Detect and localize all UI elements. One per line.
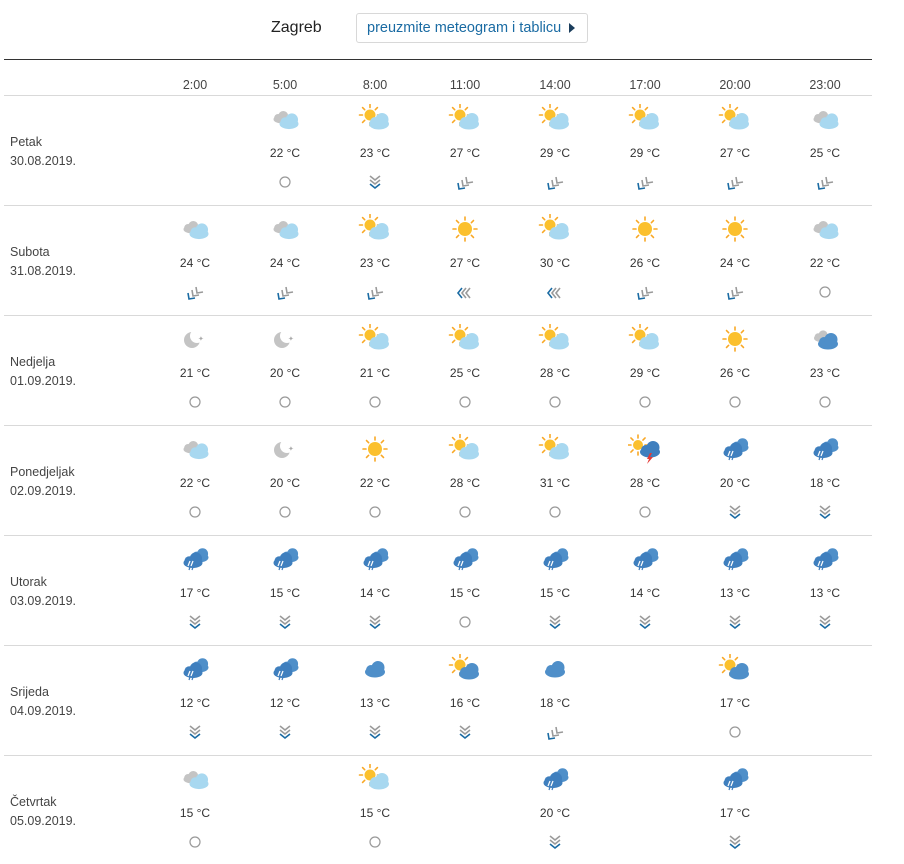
- forecast-cell: [425, 654, 505, 754]
- sun-icon: [718, 324, 752, 354]
- calm-icon: [276, 174, 294, 192]
- calm-icon: [636, 394, 654, 412]
- calm-icon: [816, 394, 834, 412]
- day-label: [10, 463, 76, 501]
- hour-label: 20:00: [719, 78, 751, 92]
- sun-overcast-icon: [448, 654, 482, 684]
- temperature: 26 °C: [719, 366, 751, 380]
- header-divider: [4, 59, 872, 60]
- rain-icon: [808, 434, 842, 464]
- sun-icon: [358, 434, 392, 464]
- rain-icon: [268, 544, 302, 574]
- day-row: [4, 755, 872, 864]
- forecast-cell: [605, 434, 685, 534]
- wind-east-icon: [456, 284, 474, 302]
- rain-icon: [538, 764, 572, 794]
- hour-label: 11:00: [449, 78, 481, 92]
- temperature: 22 °C: [359, 476, 391, 490]
- partly-cloudy-icon: [178, 214, 212, 244]
- rain-icon: [718, 544, 752, 574]
- sun-cloud-icon: [448, 434, 482, 464]
- temperature: 18 °C: [809, 476, 841, 490]
- temperature: 15 °C: [179, 806, 211, 820]
- temperature: 23 °C: [809, 366, 841, 380]
- temperature: 17 °C: [719, 806, 751, 820]
- sun-cloud-icon: [358, 764, 392, 794]
- day-label: [10, 683, 76, 721]
- calm-icon: [456, 504, 474, 522]
- wind-north-icon: [366, 614, 384, 632]
- day-date: 05.09.2019.: [10, 814, 77, 828]
- forecast-cell: [695, 104, 775, 204]
- forecast-cell: [335, 104, 415, 204]
- temperature: 25 °C: [449, 366, 481, 380]
- calm-icon: [456, 394, 474, 412]
- wind-north-icon: [186, 724, 204, 742]
- rain-icon: [358, 544, 392, 574]
- wind-north-icon: [276, 614, 294, 632]
- wind-north-icon: [186, 614, 204, 632]
- temperature: 29 °C: [629, 366, 661, 380]
- hour-label: 14:00: [539, 78, 571, 92]
- wind-north-icon: [816, 614, 834, 632]
- caret-right-icon: [569, 23, 575, 33]
- temperature: 28 °C: [539, 366, 571, 380]
- forecast-cell: [785, 214, 865, 314]
- forecast-cell: [155, 214, 235, 314]
- day-row: [4, 205, 872, 315]
- forecast-cell: [785, 544, 865, 644]
- svg-text:✦: ✦: [288, 335, 294, 343]
- sun-cloud-icon: [538, 434, 572, 464]
- rain-icon: [178, 544, 212, 574]
- forecast-cell: [695, 214, 775, 314]
- day-row: [4, 425, 872, 535]
- calm-icon: [636, 504, 654, 522]
- temperature: 23 °C: [359, 146, 391, 160]
- day-row: [4, 95, 872, 205]
- download-meteogram-label: preuzmite meteogram i tablicu: [367, 20, 562, 36]
- day-date: 30.08.2019.: [10, 154, 77, 168]
- forecast-cell: [245, 654, 325, 754]
- temperature: 14 °C: [629, 586, 661, 600]
- wind-north-icon: [276, 724, 294, 742]
- calm-icon: [366, 394, 384, 412]
- hour-label: 2:00: [182, 78, 208, 92]
- forecast-cell: [515, 764, 595, 864]
- forecast-cell: [605, 544, 685, 644]
- wind-north-icon: [456, 724, 474, 742]
- temperature: 20 °C: [719, 476, 751, 490]
- hour-label: 8:00: [362, 78, 388, 92]
- sun-cloud-icon: [538, 104, 572, 134]
- calm-icon: [186, 504, 204, 522]
- day-label: [10, 353, 76, 391]
- forecast-cell: [695, 324, 775, 424]
- temperature: 13 °C: [809, 586, 841, 600]
- forecast-cell: [245, 104, 325, 204]
- svg-text:✦: ✦: [198, 335, 204, 343]
- wind-northeast-icon: [276, 284, 294, 302]
- rain-icon: [808, 544, 842, 574]
- wind-north-icon: [726, 614, 744, 632]
- partly-cloudy-icon: [178, 764, 212, 794]
- temperature: 17 °C: [719, 696, 751, 710]
- temperature: 27 °C: [449, 256, 481, 270]
- wind-north-icon: [546, 834, 564, 852]
- temperature: 30 °C: [539, 256, 571, 270]
- wind-northeast-icon: [636, 174, 654, 192]
- day-name: Petak: [10, 135, 42, 149]
- forecast-cell: [785, 104, 865, 204]
- temperature: 28 °C: [629, 476, 661, 490]
- temperature: 22 °C: [269, 146, 301, 160]
- partly-cloudy-icon: [808, 214, 842, 244]
- calm-icon: [186, 834, 204, 852]
- hour-label: 17:00: [629, 78, 661, 92]
- temperature: 17 °C: [179, 586, 211, 600]
- forecast-cell: [605, 324, 685, 424]
- forecast-cell: [155, 324, 235, 424]
- day-date: 04.09.2019.: [10, 704, 77, 718]
- forecast-cell: [335, 764, 415, 864]
- temperature: 16 °C: [449, 696, 481, 710]
- sun-cloud-icon: [538, 324, 572, 354]
- day-date: 31.08.2019.: [10, 264, 77, 278]
- temperature: 20 °C: [269, 366, 301, 380]
- overcast-icon: [808, 324, 842, 354]
- wind-north-icon: [366, 174, 384, 192]
- day-label: [10, 243, 76, 281]
- sun-cloud-icon: [448, 104, 482, 134]
- rain-icon: [448, 544, 482, 574]
- temperature: 24 °C: [719, 256, 751, 270]
- partly-cloudy-icon: [178, 434, 212, 464]
- temperature: 21 °C: [359, 366, 391, 380]
- temperature: 29 °C: [539, 146, 571, 160]
- forecast-cell: [605, 104, 685, 204]
- moon-icon: [268, 324, 302, 354]
- temperature: 13 °C: [719, 586, 751, 600]
- forecast-cell: [515, 544, 595, 644]
- city-name: Zagreb: [271, 19, 322, 36]
- wind-northeast-icon: [546, 174, 564, 192]
- temperature: 12 °C: [269, 696, 301, 710]
- day-row: [4, 645, 872, 755]
- hour-header-row: [0, 78, 904, 96]
- temperature: 25 °C: [809, 146, 841, 160]
- day-name: Utorak: [10, 575, 47, 589]
- forecast-cell: [245, 544, 325, 644]
- rain-icon: [718, 764, 752, 794]
- day-name: Ponedjeljak: [10, 465, 75, 479]
- day-label: [10, 573, 76, 611]
- temperature: 14 °C: [359, 586, 391, 600]
- download-meteogram-button[interactable]: [356, 13, 588, 43]
- temperature: 15 °C: [449, 586, 481, 600]
- forecast-cell: [335, 434, 415, 534]
- forecast-cell: [155, 544, 235, 644]
- sun-cloud-icon: [358, 104, 392, 134]
- hour-label: 23:00: [809, 78, 841, 92]
- temperature: 18 °C: [539, 696, 571, 710]
- sun-cloud-icon: [358, 324, 392, 354]
- temperature: 24 °C: [269, 256, 301, 270]
- forecast-cell: [425, 214, 505, 314]
- forecast-cell: [515, 214, 595, 314]
- forecast-cell: [155, 764, 235, 864]
- forecast-cell: [335, 324, 415, 424]
- thunderstorm-icon: [628, 434, 662, 464]
- day-name: Srijeda: [10, 685, 49, 699]
- partly-cloudy-icon: [268, 214, 302, 244]
- wind-northeast-icon: [366, 284, 384, 302]
- forecast-cell: [425, 544, 505, 644]
- forecast-cell: [695, 654, 775, 754]
- forecast-cell: [695, 764, 775, 864]
- rain-icon: [628, 544, 662, 574]
- calm-icon: [456, 614, 474, 632]
- forecast-cell: [155, 654, 235, 754]
- sun-icon: [718, 214, 752, 244]
- calm-icon: [366, 834, 384, 852]
- forecast-cell: [515, 324, 595, 424]
- sun-icon: [448, 214, 482, 244]
- temperature: 27 °C: [449, 146, 481, 160]
- forecast-cell: [515, 434, 595, 534]
- temperature: 24 °C: [179, 256, 211, 270]
- day-label: [10, 793, 76, 831]
- forecast-cell: [605, 214, 685, 314]
- rain-icon: [718, 434, 752, 464]
- calm-icon: [816, 284, 834, 302]
- sun-cloud-icon: [628, 104, 662, 134]
- moon-icon: [178, 324, 212, 354]
- calm-icon: [546, 394, 564, 412]
- forecast-cell: [335, 214, 415, 314]
- forecast-cell: [515, 104, 595, 204]
- sun-cloud-icon: [448, 324, 482, 354]
- forecast-cell: [695, 544, 775, 644]
- forecast-cell: [155, 434, 235, 534]
- temperature: 22 °C: [809, 256, 841, 270]
- forecast-cell: [695, 434, 775, 534]
- wind-north-icon: [366, 724, 384, 742]
- temperature: 12 °C: [179, 696, 211, 710]
- day-name: Četvrtak: [10, 795, 57, 809]
- rain-icon: [538, 544, 572, 574]
- temperature: 27 °C: [719, 146, 751, 160]
- wind-northeast-icon: [636, 284, 654, 302]
- forecast-cell: [245, 324, 325, 424]
- temperature: 20 °C: [269, 476, 301, 490]
- sun-cloud-icon: [358, 214, 392, 244]
- temperature: 15 °C: [269, 586, 301, 600]
- moon-icon: [268, 434, 302, 464]
- wind-north-icon: [816, 504, 834, 522]
- wind-northeast-icon: [816, 174, 834, 192]
- wind-northeast-icon: [456, 174, 474, 192]
- cloud-icon: [538, 654, 572, 684]
- temperature: 20 °C: [539, 806, 571, 820]
- wind-north-icon: [546, 614, 564, 632]
- calm-icon: [726, 724, 744, 742]
- calm-icon: [726, 394, 744, 412]
- day-label: [10, 133, 76, 171]
- forecast-cell: [245, 214, 325, 314]
- svg-text:✦: ✦: [288, 445, 294, 453]
- temperature: 26 °C: [629, 256, 661, 270]
- forecast-cell: [335, 654, 415, 754]
- temperature: 13 °C: [359, 696, 391, 710]
- calm-icon: [186, 394, 204, 412]
- wind-east-icon: [546, 284, 564, 302]
- calm-icon: [276, 394, 294, 412]
- cloud-icon: [358, 654, 392, 684]
- day-name: Subota: [10, 245, 50, 259]
- sun-overcast-icon: [718, 654, 752, 684]
- temperature: 31 °C: [539, 476, 571, 490]
- forecast-cell: [515, 654, 595, 754]
- wind-north-icon: [726, 504, 744, 522]
- rain-icon: [178, 654, 212, 684]
- temperature: 28 °C: [449, 476, 481, 490]
- wind-northeast-icon: [726, 174, 744, 192]
- forecast-header: [0, 0, 904, 60]
- wind-northeast-icon: [726, 284, 744, 302]
- temperature: 29 °C: [629, 146, 661, 160]
- day-date: 01.09.2019.: [10, 374, 77, 388]
- rain-icon: [268, 654, 302, 684]
- forecast-cell: [335, 544, 415, 644]
- day-date: 03.09.2019.: [10, 594, 77, 608]
- forecast-cell: [425, 434, 505, 534]
- wind-northeast-icon: [186, 284, 204, 302]
- calm-icon: [276, 504, 294, 522]
- temperature: 23 °C: [359, 256, 391, 270]
- temperature: 15 °C: [539, 586, 571, 600]
- forecast-cell: [245, 434, 325, 534]
- sun-cloud-icon: [718, 104, 752, 134]
- temperature: 21 °C: [179, 366, 211, 380]
- day-name: Nedjelja: [10, 355, 56, 369]
- wind-northeast-icon: [546, 724, 564, 742]
- partly-cloudy-icon: [268, 104, 302, 134]
- wind-north-icon: [726, 834, 744, 852]
- temperature: 15 °C: [359, 806, 391, 820]
- day-date: 02.09.2019.: [10, 484, 77, 498]
- day-row: [4, 315, 872, 425]
- forecast-cell: [425, 324, 505, 424]
- calm-icon: [366, 504, 384, 522]
- wind-north-icon: [636, 614, 654, 632]
- hour-label: 5:00: [272, 78, 298, 92]
- day-row: [4, 535, 872, 645]
- forecast-cell: [425, 104, 505, 204]
- temperature: 22 °C: [179, 476, 211, 490]
- sun-cloud-icon: [538, 214, 572, 244]
- sun-icon: [628, 214, 662, 244]
- partly-cloudy-icon: [808, 104, 842, 134]
- forecast-cell: [785, 324, 865, 424]
- sun-cloud-icon: [628, 324, 662, 354]
- forecast-cell: [785, 434, 865, 534]
- calm-icon: [546, 504, 564, 522]
